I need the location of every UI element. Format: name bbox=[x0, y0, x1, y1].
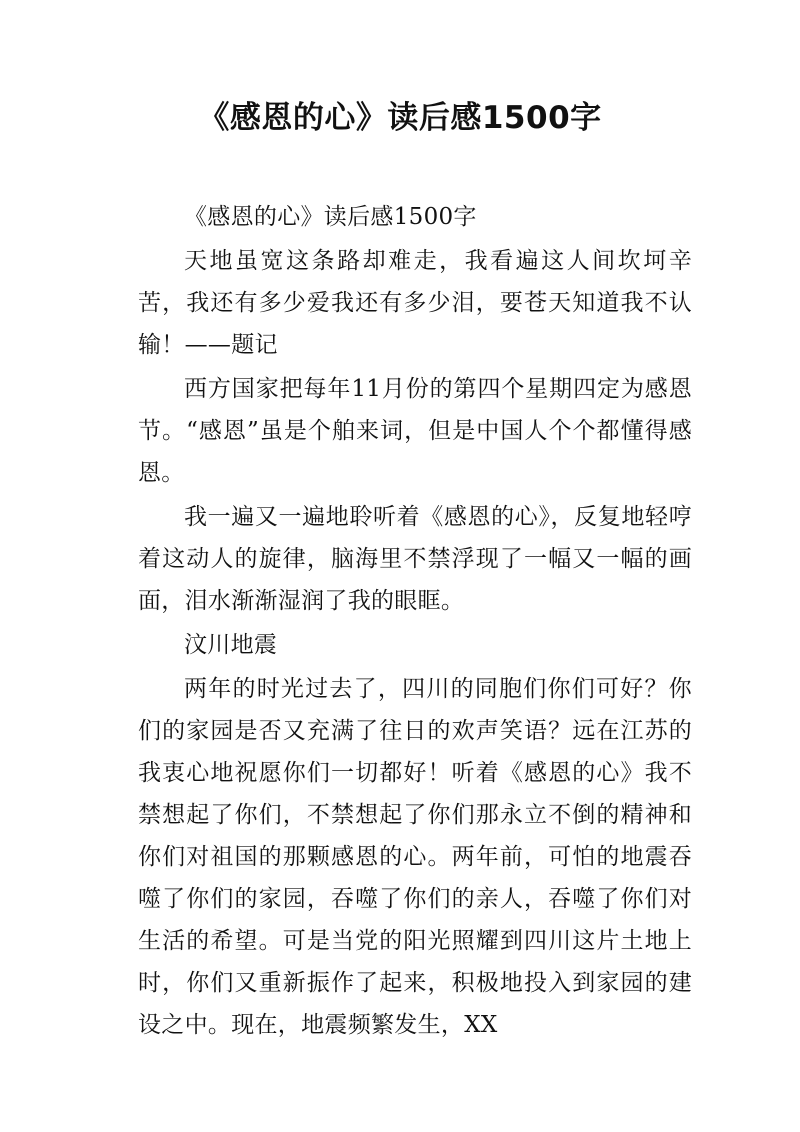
section-heading-wenchuan: 汶川地震 bbox=[184, 632, 278, 658]
paragraph-listening: 我一遍又一遍地聆听着《感恩的心》，反复地轻哼着这动人的旋律，脑海里不禁浮现了一幅又一幅的画面，泪水渐渐湿润了我的眼眶。 bbox=[138, 504, 692, 614]
paragraph-thanksgiving: 西方国家把每年11月份的第四个星期四定为感恩节。“感恩”虽是个舶来词，但是中国人个个都懂得感恩。 bbox=[138, 376, 692, 486]
paragraph-subtitle: 《感恩的心》读后感1500字 bbox=[184, 204, 477, 230]
paragraph-sichuan: 两年的时光过去了，四川的同胞们你们可好？你们的家园是否又充满了往日的欢声笑语？远在江苏的我衷心地祝愿你们一切都好！听着《感恩的心》我不禁想起了你们，不禁想起了你们那永立不倒的精神和你们对祖国的那颗感恩的心。两年前，可怕的地震吞噬了你们的家园，吞噬了你们的亲人，吞噬了你们对生活的希望。可是当党的阳光照耀到四川这片土地上时，你们又重新振作了起来，积极地投入到家园的建设之中。现在，地震频繁发生，XX bbox=[138, 676, 692, 1038]
document-body bbox=[138, 196, 692, 1048]
paragraph-epigraph: 天地虽宽这条路却难走，我看遍这人间坎坷辛苦，我还有多少爱我还有多少泪，要苍天知道我不认输！——题记 bbox=[138, 248, 692, 358]
document-title: 《感恩的心》读后感1500字 bbox=[198, 100, 602, 136]
